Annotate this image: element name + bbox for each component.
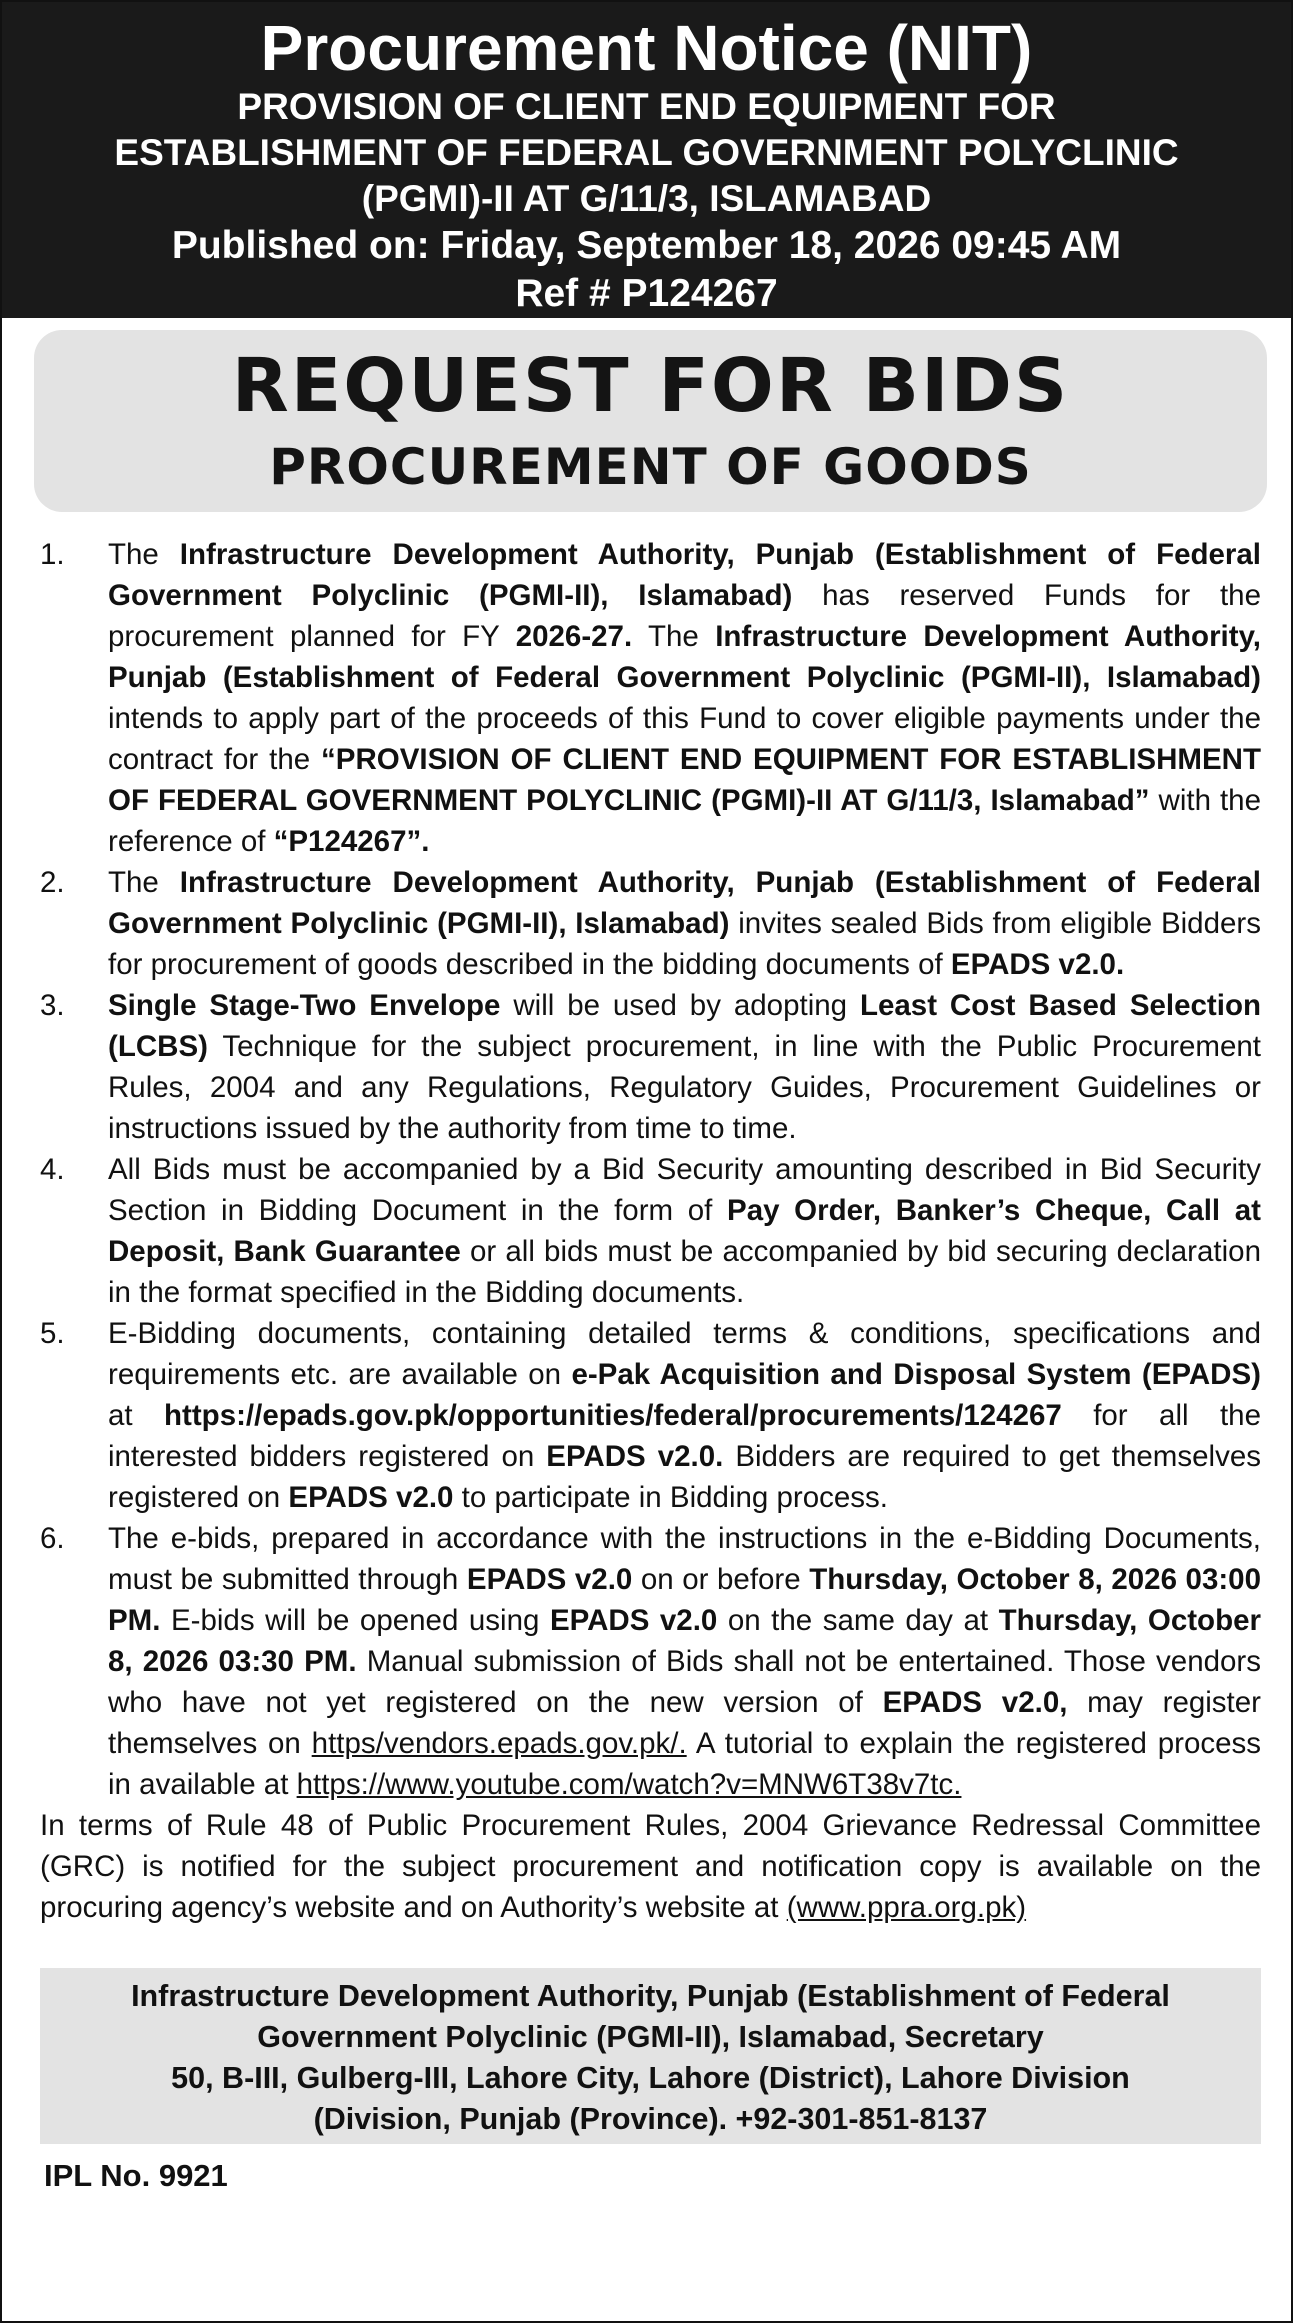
item-text: intends to apply part of the proceeds of this Fund to cover eligible payments under the contract for the (108, 702, 1261, 776)
banner-subheading: PROCUREMENT OF GOODS (269, 438, 1032, 496)
item-text: The (632, 620, 716, 653)
epads-url: https://epads.gov.pk/opportunities/federal/procurements/124267 (164, 1399, 1062, 1432)
item-number: 2. (40, 866, 65, 899)
item-bold-text: e-Pak Acquisition and Disposal System (EPADS) (571, 1358, 1261, 1391)
item-bold-text: EPADS v2.0 (466, 1563, 633, 1596)
tutorial-link[interactable]: https://www.youtube.com/watch?v=MNW6T38v7tc. (296, 1768, 962, 1801)
notice-subtitle-line-3: (PGMI)-II AT G/11/3, ISLAMABAD (361, 178, 932, 219)
item-bold-text: EPADS v2.0 (549, 1604, 718, 1637)
item-text: may register themselves on (108, 1686, 1261, 1760)
ppra-link[interactable]: (www.ppra.org.pk) (786, 1891, 1027, 1924)
item-text: to participate in Bidding process. (453, 1481, 889, 1514)
item-text: E-Bidding documents, containing detailed terms & conditions, specifications and requirements etc. are available on (108, 1317, 1261, 1391)
item-text: or all bids must be accompanied by bid securing declaration in the format specified in the Bidding documents. (108, 1235, 1261, 1309)
item-text: invites sealed Bids from eligible Bidders for procurement of goods described in the bidding documents of (108, 907, 1261, 981)
reference-number: Ref # P124267 (515, 272, 778, 315)
item-text: at (108, 1399, 165, 1432)
item-bold-text: Least Cost Based Selection (LCBS) (108, 989, 1261, 1063)
list-item (40, 1149, 1261, 1313)
item-text: Technique for the subject procurement, in line with the Public Procurement Rules, 2004 and any Regulations, Regulatory Guides, Procurement Guidelines or instructions issued by the authority from time to time. (108, 1030, 1261, 1145)
address-line-3: 50, B-III, Gulberg-III, Lahore City, Lahore (District), Lahore Division (171, 2061, 1130, 2095)
item-bold-text: EPADS v2.0 (288, 1481, 454, 1514)
item-text: E-bids will be opened using (160, 1604, 550, 1637)
item-bold-text: “PROVISION OF CLIENT END EQUIPMENT FOR ESTABLISHMENT OF FEDERAL GOVERNMENT POLYCLINIC (PGMI)-II AT G/11/3, Islamabad” (108, 743, 1261, 817)
item-number: 1. (40, 538, 65, 571)
item-text: The (108, 866, 180, 899)
list-item (40, 1518, 1261, 1805)
address-block (40, 1968, 1261, 2144)
item-number: 4. (40, 1153, 65, 1186)
item-text: Manual submission of Bids shall not be entertained. Those vendors who have not yet registered on the new version of (108, 1645, 1261, 1719)
item-bold-text: Thursday, October 8, 2026 03:00 PM. (108, 1563, 1261, 1637)
item-number: 6. (40, 1522, 65, 1555)
list-item (40, 862, 1261, 985)
list-item (40, 534, 1261, 862)
item-bold-text: Infrastructure Development Authority, Punjab (Establishment of Federal Government Polyclinic (PGMI-II), Islamabad) (108, 538, 1262, 612)
address-line-2: Government Polyclinic (PGMI-II), Islamabad, Secretary (257, 2020, 1044, 2054)
item-bold-text: EPADS v2.0. (546, 1440, 724, 1473)
item-text: for all the interested bidders registered on (108, 1399, 1261, 1473)
item-text: on the same day at (717, 1604, 999, 1637)
notice-header (2, 2, 1291, 318)
item-bold-text: 2026-27. (515, 620, 633, 653)
notice-items (40, 534, 1261, 1805)
item-bold-text: Single Stage-Two Envelope (108, 989, 501, 1022)
list-item (40, 1313, 1261, 1518)
item-text: The e-bids, prepared in accordance with the instructions in the e-Bidding Documents, must be submitted through (108, 1522, 1261, 1596)
item-number: 3. (40, 989, 65, 1022)
item-bold-text: Infrastructure Development Authority, Punjab (Establishment of Federal Government Polyclinic (PGMI-II), Islamabad) (108, 620, 1261, 694)
address-line-4: (Division, Punjab (Province). +92-301-851-8137 (313, 2102, 988, 2136)
item-text: A tutorial to explain the registered process in available at (108, 1727, 1262, 1801)
notice-title: Procurement Notice (NIT) (260, 12, 1033, 84)
grc-text: In terms of Rule 48 of Public Procurement Rules, 2004 Grievance Redressal Committee (GRC) is notified for the subject procurement and notification copy is available on the procuring agency’s website and on Authority’s website at (40, 1809, 1261, 1924)
notice-subtitle-line-2: ESTABLISHMENT OF FEDERAL GOVERNMENT POLYCLINIC (114, 132, 1179, 173)
item-bold-text: “P124267”. (273, 825, 430, 858)
item-bold-text: Pay Order, Banker’s Cheque, Call at Deposit, Bank Guarantee (108, 1194, 1262, 1268)
item-text: Bidders are required to get themselves registered on (108, 1440, 1261, 1514)
item-text: has reserved Funds for the procurement planned for FY (108, 579, 1261, 653)
item-bold-text: Infrastructure Development Authority, Punjab (Establishment of Federal Government Polyclinic (PGMI-II), Islamabad) (108, 866, 1262, 940)
list-item (40, 985, 1261, 1149)
item-text: with the reference of (108, 784, 1261, 858)
item-text: will be used by adopting (500, 989, 860, 1022)
item-text: on or before (632, 1563, 810, 1596)
item-bold-text: Thursday, October 8, 2026 03:30 PM. (108, 1604, 1261, 1678)
notice-subtitle-line-1: PROVISION OF CLIENT END EQUIPMENT FOR (237, 86, 1056, 127)
item-bold-text: EPADS v2.0. (950, 948, 1125, 981)
vendors-link[interactable]: https/vendors.epads.gov.pk/. (311, 1727, 687, 1760)
item-text: The (108, 538, 180, 571)
item-bold-text: EPADS v2.0, (882, 1686, 1068, 1719)
grc-paragraph (40, 1805, 1261, 1928)
ipl-number: IPL No. 9921 (44, 2158, 228, 2193)
address-line-1: Infrastructure Development Authority, Punjab (Establishment of Federal (131, 1979, 1170, 2013)
item-number: 5. (40, 1317, 65, 1350)
published-date: Published on: Friday, September 18, 2026 09:45 AM (171, 224, 1122, 267)
request-for-bids-banner (34, 330, 1267, 512)
item-text: All Bids must be accompanied by a Bid Security amounting described in Bid Security Section in Bidding Document in the form of (108, 1153, 1261, 1227)
banner-heading: REQUEST FOR BIDS (231, 343, 1070, 429)
